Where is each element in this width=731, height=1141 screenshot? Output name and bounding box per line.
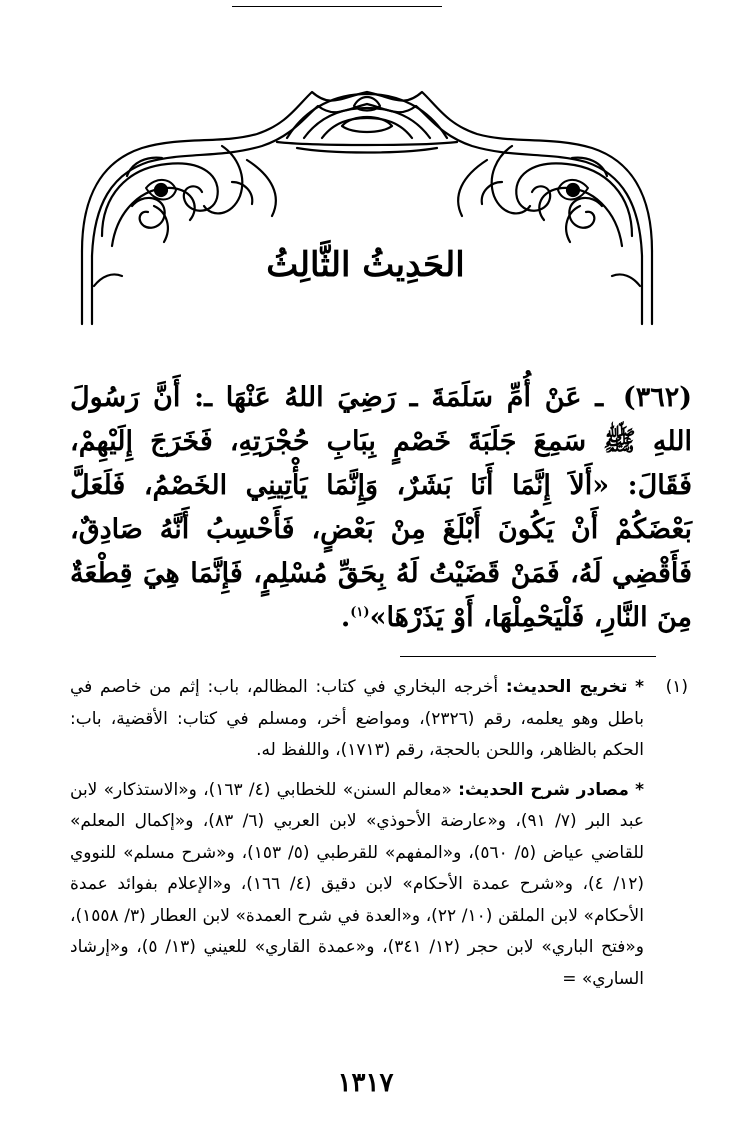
footnote-marker: (١) [665, 677, 688, 697]
hadith-end-mark: . [340, 602, 351, 633]
hadith-number: (٣٦٢) [622, 382, 692, 413]
sources-text: «معالم السنن» للخطابي (٤/ ١٦٣)، و«الاستذكار» لابن عبد البر (٧/ ٩١)، و«عارضة الأحوذي» لابن العربي (٦/ ٨٣)، و«إكمال المعلم» للقاضي عياض (٥/ ٥٦٠)، و«المفهم» للقرطبي (٥/ ١٥٣)، و«شرح مسلم» للنووي (١٢/ ٤)، و«شرح عمدة الأحكام» لابن دقيق (٤/ ١٦٦)، و«الإعلام بفوائد عمدة الأحكام» لابن الملقن (١٠/ ٢٢)، و«العدة في شرح العمدة» لابن العطار (٣/ ١٥٥٨)، و«فتح الباري» لابن حجر (١٢/ ٣٤١)، و«عمدة القاري» للعيني (١٣/ ٥)، و«إرشاد الساري» = [70, 779, 645, 989]
footnote-separator [400, 656, 656, 657]
sources-paragraph [70, 775, 644, 996]
bullet-star: * [635, 779, 645, 800]
hadith-text-block [70, 376, 692, 640]
footnote-reference[interactable]: (١) [350, 605, 370, 620]
footnotes-section [70, 672, 688, 1003]
hadith-chapter-title: الحَدِيثُ الثَّالِثُ [266, 245, 465, 285]
top-rule [232, 6, 442, 7]
hadith-body: ـ عَنْ أُمِّ سَلَمَةَ ـ رَضِيَ اللهُ عَنْهَا ـ: أَنَّ رَسُولَ اللهِ ﷺ سَمِعَ جَلَبَةَ خَصْمٍ بِبَابِ حُجْرَتِهِ، فَخَرَجَ إِلَيْهِمْ، فَقَالَ: «أَلاَ إِنَّمَا أَنَا بَشَرٌ، وَإِنَّمَا يَأْتِينِي الخَصْمُ، فَلَعَلَّ بَعْضَكُمْ أَنْ يَكُونَ أَبْلَغَ مِنْ بَعْضٍ، فَأَحْسِبُ أَنَّهُ صَادِقٌ، فَأَقْضِي لَهُ، فَمَنْ قَضَيْتُ لَهُ بِحَقِّ مُسْلِمٍ، فَإِنَّمَا هِيَ قِطْعَةٌ مِنَ النَّارِ، فَلْيَحْمِلْهَا، أَوْ يَذَرْهَا» [70, 382, 692, 633]
sources-label: مصادر شرح الحديث: [458, 779, 629, 800]
takhrij-paragraph [70, 672, 644, 767]
arabesque-header-ornament [72, 86, 662, 326]
footnote-1 [70, 672, 688, 995]
takhrij-text: أخرجه البخاري في كتاب: المظالم، باب: إثم من خاصم في باطل وهو يعلمه، رقم (٢٣٢٦)، ومواضع أخر، ومسلم في كتاب: الأقضية، باب: الحكم بالظاهر، واللحن بالحجة، رقم (١٧١٣)، واللفظ له. [70, 677, 644, 760]
bullet-star: * [635, 677, 645, 697]
page-number: ١٣١٧ [337, 1068, 394, 1098]
takhrij-label: تخريج الحديث: [505, 677, 628, 697]
